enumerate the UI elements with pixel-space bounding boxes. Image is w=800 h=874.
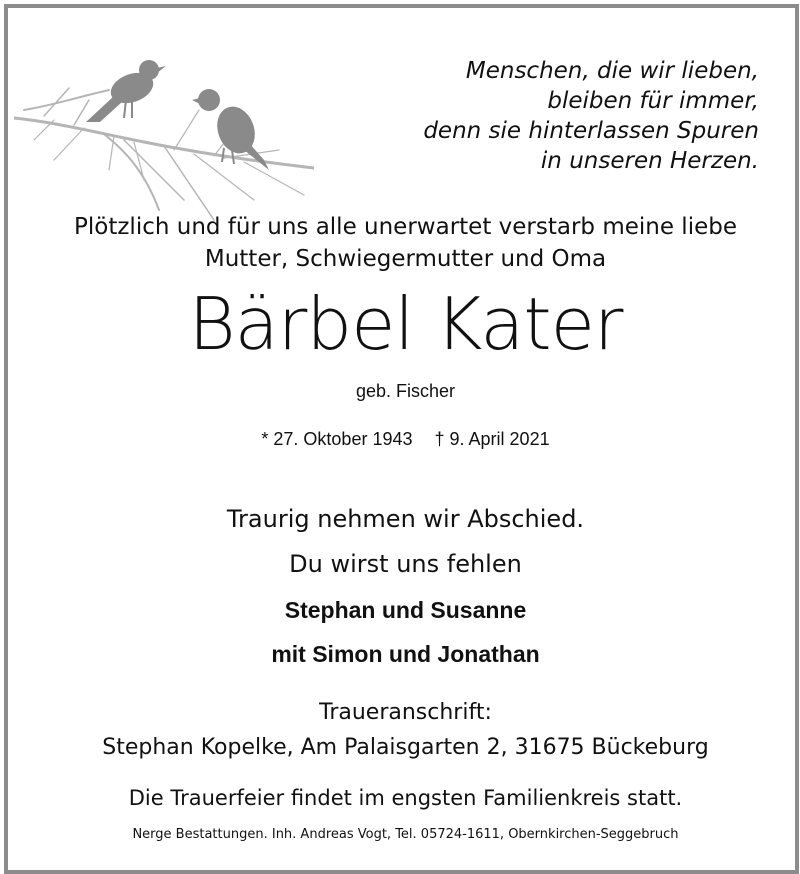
- poem-line: in unseren Herzen.: [540, 148, 759, 174]
- family-names: Stephan und Susanne: [284, 597, 527, 623]
- poem-line: Menschen, die wir lieben,: [465, 58, 759, 84]
- intro-line: Plötzlich und für uns alle unerwartet verstarb meine liebe: [74, 214, 737, 240]
- miss-line: Du wirst uns fehlen: [289, 550, 522, 578]
- deceased-name: Bärbel Kater: [188, 282, 623, 366]
- poem-line: denn sie hinterlassen Spuren: [423, 118, 759, 144]
- funeral-note: Die Trauerfeier findet im engsten Familienkreis statt.: [128, 786, 683, 810]
- obituary-frame: [4, 4, 799, 874]
- death-date: † 9. April 2021: [434, 429, 550, 449]
- life-dates: [8, 426, 800, 452]
- birds-on-branch-icon: [14, 50, 314, 230]
- announcement-intro: [8, 211, 800, 275]
- poem-line: bleiben für immer,: [547, 88, 759, 114]
- family-names-children: mit Simon und Jonathan: [271, 641, 540, 667]
- mourning-address: Stephan Kopelke, Am Palaisgarten 2, 31675 Bückeburg: [102, 735, 709, 760]
- birth-date: * 27. Oktober 1943: [261, 429, 413, 449]
- mourning-line: Traurig nehmen wir Abschied.: [226, 505, 585, 533]
- undertaker-info: Nerge Bestattungen. Inh. Andreas Vogt, Tel. 05724-1611, Obernkirchen-Seggebruch: [132, 827, 679, 842]
- address-label: Traueranschrift:: [319, 700, 492, 725]
- maiden-name: geb. Fischer: [355, 381, 456, 401]
- intro-line: Mutter, Schwiegermutter und Oma: [204, 246, 607, 272]
- poem: [379, 56, 759, 176]
